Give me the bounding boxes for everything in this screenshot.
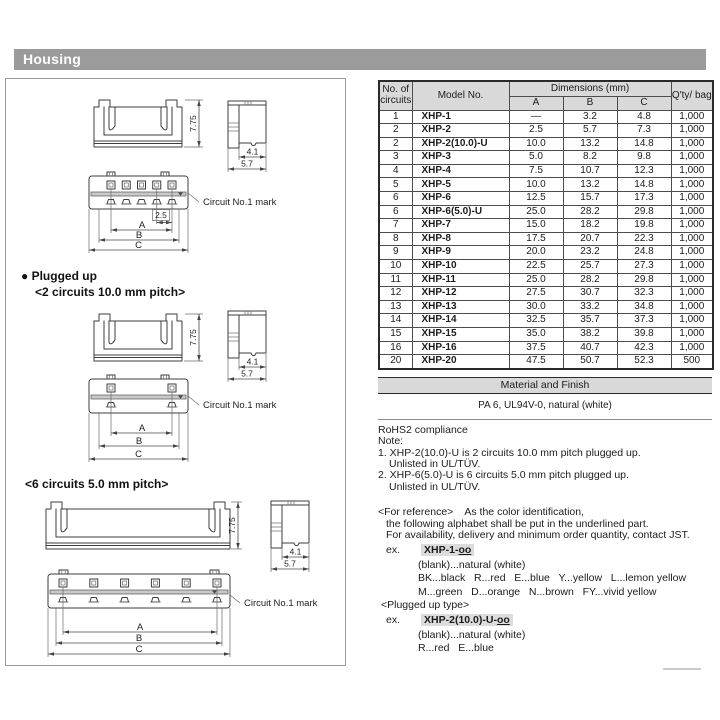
cell-dim-a: 15.0 (509, 219, 563, 233)
notes-block (378, 425, 712, 655)
bottom-view (89, 375, 188, 413)
table-row (379, 110, 713, 124)
cell-dim-b: 25.7 (563, 260, 617, 274)
cell-dim-b: 15.7 (563, 192, 617, 206)
cell-circuits: 12 (379, 287, 412, 301)
color-legend-2: M...green D...orange N...brown FY...vivid yellow (418, 585, 657, 598)
dim-a-label: A (136, 622, 144, 633)
front-view (94, 100, 182, 147)
cell-model: XHP-13 (412, 300, 509, 314)
cell-dim-c: 42.3 (617, 341, 671, 355)
cell-circuits: 7 (379, 219, 412, 233)
cell-dim-b: 40.7 (563, 341, 617, 355)
cell-circuits: 2 (379, 124, 412, 138)
cell-circuits: 9 (379, 246, 412, 260)
cell-dim-a: 20.0 (509, 246, 563, 260)
dim-depth-inner-label: 4.1 (246, 146, 259, 157)
cell-model: XHP-5 (412, 178, 509, 192)
cell-qty: 500 (671, 355, 713, 369)
reference-line-2: the following alphabet shall be put in the underlined part. (386, 517, 649, 530)
dim-height-label: 7.75 (188, 115, 198, 132)
circuit-mark-label: Circuit No.1 mark (203, 197, 277, 208)
table-row (379, 355, 713, 369)
part-number-example-1: XHP-1-oo (421, 544, 474, 556)
dim-depth-total-label: 5.7 (241, 368, 253, 379)
dim-b-label: B (135, 436, 143, 447)
cell-qty: 1,000 (671, 151, 713, 165)
cell-circuits: 4 (379, 164, 412, 178)
cell-qty: 1,000 (671, 124, 713, 138)
table-row (379, 205, 713, 219)
cell-dim-a: 27.5 (509, 287, 563, 301)
plugged-up-type-heading: <Plugged up type> (381, 599, 470, 612)
cell-dim-b: 13.2 (563, 137, 617, 151)
col-header-dimensions: Dimensions (mm) (509, 81, 671, 96)
table-row (379, 314, 713, 328)
cell-dim-a: 12.5 (509, 192, 563, 206)
reference-line-3: For availability, delivery and minimum order quantity, contact JST. (386, 529, 690, 542)
bullet-icon: ● (21, 269, 29, 283)
cell-dim-b: 50.7 (563, 355, 617, 369)
blank-color-line: (blank)...natural (white) (418, 558, 526, 571)
cell-dim-b: 28.2 (563, 273, 617, 287)
col-header-b: B (563, 96, 617, 110)
material-finish-header: Material and Finish (378, 377, 712, 394)
cell-dim-b: 23.2 (563, 246, 617, 260)
cell-model: XHP-6 (412, 192, 509, 206)
dim-b-label: B (135, 230, 143, 241)
side-view (228, 101, 266, 148)
cell-dim-a: 32.5 (509, 314, 563, 328)
cell-dim-c: 17.3 (617, 192, 671, 206)
cell-dim-c: 22.3 (617, 232, 671, 246)
cell-dim-c: 12.3 (617, 164, 671, 178)
dim-a-label: A (138, 220, 146, 231)
color-code-placeholder: oo (458, 544, 472, 557)
cell-model: XHP-20 (412, 355, 509, 369)
cell-qty: 1,000 (671, 287, 713, 301)
table-row (379, 192, 713, 206)
bottom-view (48, 570, 230, 608)
cell-circuits: 14 (379, 314, 412, 328)
dim-b-label: B (135, 633, 143, 644)
table-row (379, 300, 713, 314)
table-row (379, 273, 713, 287)
drawing-plugged-6-circuits (6, 496, 346, 661)
cell-dim-a: 5.0 (509, 151, 563, 165)
col-header-qty: Q'ty/ bag (671, 81, 713, 110)
dim-depth-total-label: 5.7 (241, 158, 253, 169)
cell-qty: 1,000 (671, 192, 713, 206)
cell-model: XHP-8 (412, 232, 509, 246)
color-legend-1: BK...black R...red E...blue Y...yellow L...lemon yellow (418, 572, 687, 585)
cell-model: XHP-9 (412, 246, 509, 260)
table-row (379, 341, 713, 355)
cell-circuits: 13 (379, 300, 412, 314)
cell-dim-c: 14.8 (617, 178, 671, 192)
cell-qty: 1,000 (671, 219, 713, 233)
drawings-panel (5, 78, 346, 666)
cell-dim-a: 2.5 (509, 124, 563, 138)
plugged-up-heading: ● Plugged up (21, 269, 97, 283)
cell-circuits: 2 (379, 137, 412, 151)
side-view (228, 311, 266, 358)
dimensions-table (378, 80, 714, 370)
table-row (379, 219, 713, 233)
cell-model: XHP-3 (412, 151, 509, 165)
cell-dim-c: 24.8 (617, 246, 671, 260)
cell-dim-c: 29.8 (617, 273, 671, 287)
cell-circuits: 3 (379, 151, 412, 165)
color-legend-3: R...red E...blue (418, 642, 494, 655)
cell-qty: 1,000 (671, 178, 713, 192)
section-title: Housing (23, 51, 82, 67)
divider (378, 419, 712, 420)
cell-circuits: 6 (379, 192, 412, 206)
note-label: Note: (378, 435, 404, 448)
cell-qty: 1,000 (671, 300, 713, 314)
table-row (379, 328, 713, 342)
note-1b: Unlisted in UL/TÜV. (389, 458, 481, 470)
example-label: ex. (386, 614, 401, 627)
cell-qty: 1,000 (671, 164, 713, 178)
cell-circuits: 16 (379, 341, 412, 355)
table-row (379, 287, 713, 301)
cell-qty: 1,000 (671, 341, 713, 355)
cell-qty: 1,000 (671, 110, 713, 124)
cell-model: XHP-4 (412, 164, 509, 178)
col-header-c: C (617, 96, 671, 110)
cell-model: XHP-1 (412, 110, 509, 124)
circuit-mark-label: Circuit No.1 mark (244, 598, 318, 609)
cell-dim-b: 5.7 (563, 124, 617, 138)
circuit-mark-label: Circuit No.1 mark (203, 400, 277, 411)
circuit-mark-callout-line (230, 595, 240, 603)
cell-circuits: 1 (379, 110, 412, 124)
dim-c-label: C (135, 449, 142, 460)
cell-dim-b: 33.2 (563, 300, 617, 314)
circuit-mark-callout-line (188, 193, 199, 202)
cell-dim-a: 17.5 (509, 232, 563, 246)
cell-model: XHP-2(10.0)-U (412, 137, 509, 151)
cell-dim-a: 22.5 (509, 260, 563, 274)
bottom-view (89, 172, 188, 209)
variant-2-circuits-heading: <2 circuits 10.0 mm pitch> (35, 285, 186, 299)
note-1: 1. XHP-2(10.0)-U is 2 circuits 10.0 mm pitch plugged up. (378, 446, 641, 459)
cell-dim-a: 37.5 (509, 341, 563, 355)
cell-dim-a: 10.0 (509, 178, 563, 192)
cell-dim-c: 7.3 (617, 124, 671, 138)
table-row (379, 246, 713, 260)
cell-dim-b: 38.2 (563, 328, 617, 342)
note-2: 2. XHP-6(5.0)-U is 6 circuits 5.0 mm pitch plugged up. (378, 469, 629, 482)
cell-dim-b: 10.7 (563, 164, 617, 178)
dim-height-label: 7.75 (188, 329, 198, 346)
dim-a-label: A (138, 423, 146, 434)
table-row (379, 151, 713, 165)
drawing-plugged-2-circuits (6, 301, 346, 466)
cell-dim-c: 34.8 (617, 300, 671, 314)
circuit-mark-callout-line (188, 396, 199, 405)
dim-c-label: C (135, 644, 143, 655)
table-row (379, 260, 713, 274)
cell-model: XHP-2 (412, 124, 509, 138)
material-finish-value: PA 6, UL94V-0, natural (white) (478, 399, 612, 411)
cell-dim-b: 30.7 (563, 287, 617, 301)
cell-qty: 1,000 (671, 232, 713, 246)
col-header-model: Model No. (412, 81, 509, 110)
cell-circuits: 15 (379, 328, 412, 342)
cell-dim-a: 47.5 (509, 355, 563, 369)
cell-qty: 1,000 (671, 273, 713, 287)
cell-dim-c: 27.3 (617, 260, 671, 274)
cell-dim-c: 4.8 (617, 110, 671, 124)
dim-c-label: C (135, 240, 142, 251)
cell-circuits: 5 (379, 178, 412, 192)
dim-depth-inner-label: 4.1 (289, 546, 302, 557)
cell-dim-c: 29.8 (617, 205, 671, 219)
cell-dim-b: 8.2 (563, 151, 617, 165)
example-label: ex. (386, 544, 401, 557)
cell-qty: 1,000 (671, 314, 713, 328)
cell-dim-a: 7.5 (509, 164, 563, 178)
cell-circuits: 11 (379, 273, 412, 287)
cell-model: XHP-7 (412, 219, 509, 233)
cell-qty: 1,000 (671, 260, 713, 274)
cell-circuits: 6 (379, 205, 412, 219)
cell-dim-c: 19.8 (617, 219, 671, 233)
cell-dim-b: 18.2 (563, 219, 617, 233)
front-view (46, 502, 230, 549)
cell-circuits: 20 (379, 355, 412, 369)
table-row (379, 164, 713, 178)
col-header-a: A (509, 96, 563, 110)
front-view (94, 314, 182, 361)
cell-dim-a: 35.0 (509, 328, 563, 342)
table-row (379, 124, 713, 138)
color-code-placeholder: oo (496, 614, 510, 627)
cell-dim-b: 3.2 (563, 110, 617, 124)
cell-dim-c: 37.3 (617, 314, 671, 328)
cell-qty: 1,000 (671, 137, 713, 151)
table-row (379, 178, 713, 192)
dim-height-label: 7.75 (227, 517, 237, 534)
page-footer-mark (663, 668, 701, 670)
rohs-compliance: RoHS2 compliance (378, 423, 468, 436)
cell-model: XHP-16 (412, 341, 509, 355)
cell-dim-c: 9.8 (617, 151, 671, 165)
cell-dim-c: 14.8 (617, 137, 671, 151)
table-row (379, 232, 713, 246)
cell-dim-b: 13.2 (563, 178, 617, 192)
note-2b: Unlisted in UL/TÜV. (389, 480, 481, 493)
cell-dim-a: 25.0 (509, 273, 563, 287)
section-header (14, 49, 706, 70)
cell-dim-c: 52.3 (617, 355, 671, 369)
variant-6-circuits-heading: <6 circuits 5.0 mm pitch> (25, 477, 169, 491)
cell-model: XHP-14 (412, 314, 509, 328)
cell-dim-a: 30.0 (509, 300, 563, 314)
dim-pitch-label: 2.5 (155, 210, 167, 220)
cell-qty: 1,000 (671, 328, 713, 342)
cell-dim-b: 35.7 (563, 314, 617, 328)
example-1 (378, 545, 712, 556)
cell-model: XHP-15 (412, 328, 509, 342)
cell-qty: 1,000 (671, 205, 713, 219)
cell-circuits: 8 (379, 232, 412, 246)
cell-dim-c: 39.8 (617, 328, 671, 342)
cell-dim-a: — (509, 110, 563, 124)
cell-dim-b: 28.2 (563, 205, 617, 219)
cell-qty: 1,000 (671, 246, 713, 260)
cell-model: XHP-12 (412, 287, 509, 301)
col-header-circuits: No. of circuits (379, 81, 412, 110)
side-view (271, 501, 309, 548)
cell-dim-b: 20.7 (563, 232, 617, 246)
cell-dim-a: 10.0 (509, 137, 563, 151)
table-row (379, 137, 713, 151)
cell-model: XHP-11 (412, 273, 509, 287)
cell-model: XHP-6(5.0)-U (412, 205, 509, 219)
example-2 (378, 615, 712, 626)
blank-color-line-2: (blank)...natural (white) (418, 628, 526, 641)
cell-dim-a: 25.0 (509, 205, 563, 219)
cell-model: XHP-10 (412, 260, 509, 274)
dim-depth-total-label: 5.7 (284, 558, 296, 569)
cell-dim-c: 32.3 (617, 287, 671, 301)
part-number-example-2: XHP-2(10.0)-U-oo (421, 614, 513, 626)
drawing-housing-generic (6, 89, 346, 261)
dim-depth-inner-label: 4.1 (246, 356, 259, 367)
reference-heading: <For reference> As the color identification, (378, 506, 585, 519)
cell-circuits: 10 (379, 260, 412, 274)
spec-column (378, 80, 712, 655)
